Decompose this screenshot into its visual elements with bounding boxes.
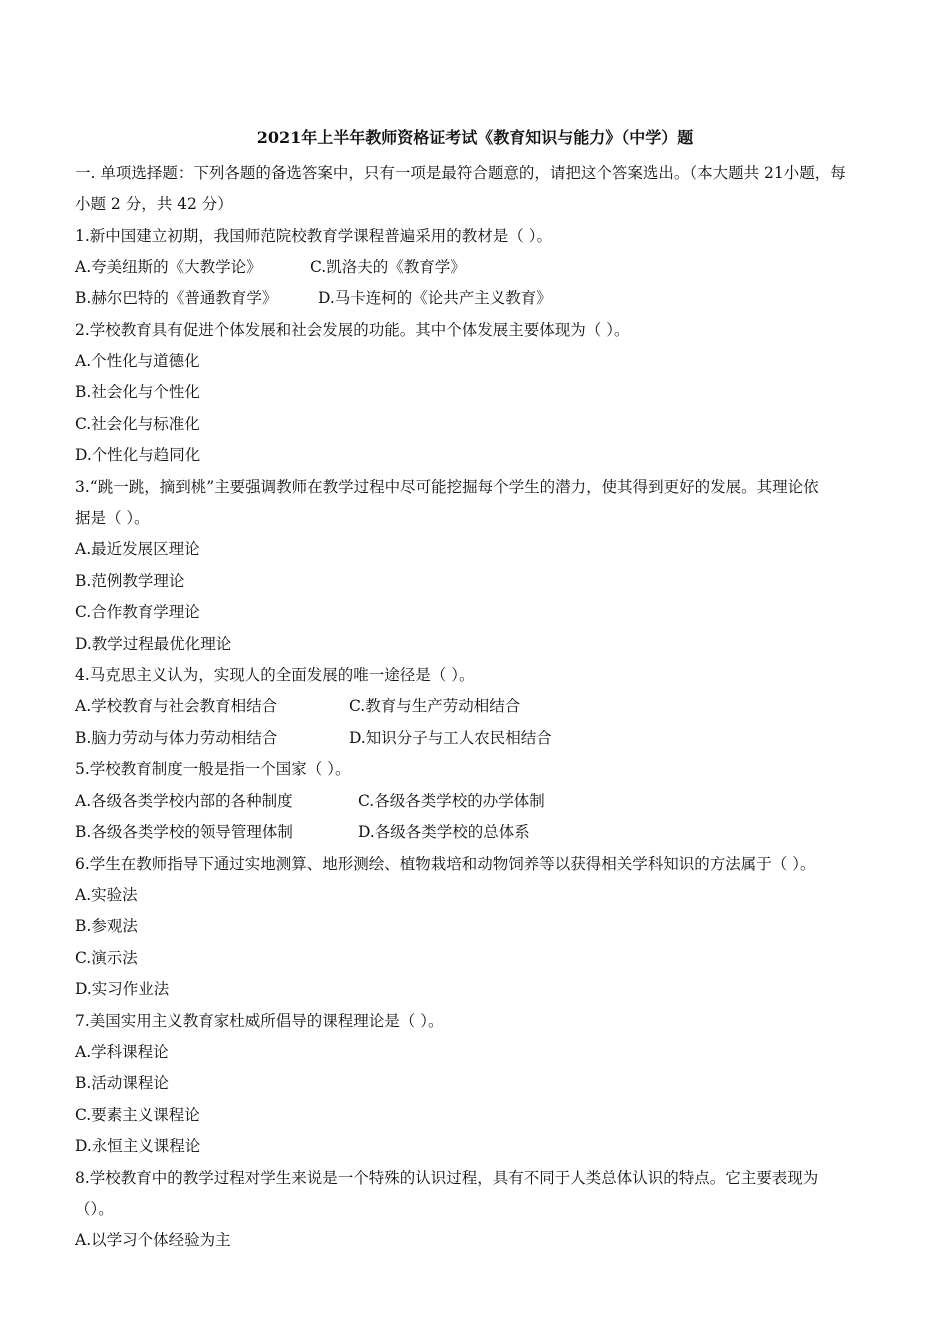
section-instructions-line-2: 小题 2 分，共 42 分） (75, 195, 233, 213)
question-4-option-d: D.知识分子与工人农民相结合 (349, 729, 552, 747)
question-4-options-row-2 (75, 726, 885, 750)
question-5-option-d: D.各级各类学校的总体系 (358, 823, 530, 841)
question-4-option-c: C.教育与生产劳动相结合 (349, 697, 521, 715)
question-5-option-c: C.各级各类学校的办学体制 (358, 792, 545, 810)
question-6-option-a: A.实验法 (75, 886, 138, 904)
question-8-stem-line-2: （）。 (75, 1200, 114, 1218)
question-7-option-d: D.永恒主义课程论 (75, 1137, 201, 1155)
question-6-option-c: C.演示法 (75, 949, 138, 967)
question-8-option-a: A.以学习个体经验为主 (75, 1231, 231, 1249)
question-5-stem: 5.学校教育制度一般是指一个国家（ ）。 (75, 760, 351, 778)
section-instructions-line-1: 一. 单项选择题：下列各题的备选答案中，只有一项是最符合题意的，请把这个答案选出。（本大题共 21小题，每 (75, 164, 846, 182)
question-1-option-a: A.夸美纽斯的《大教学论》 (75, 258, 262, 276)
question-5-options-row-1 (75, 789, 885, 813)
question-4-stem: 4.马克思主义认为，实现人的全面发展的唯一途径是（ ）。 (75, 666, 475, 684)
question-1-stem: 1.新中国建立初期，我国师范院校教育学课程普遍采用的教材是（ ）。 (75, 227, 552, 245)
question-3-stem-line-1: 3.“跳一跳，摘到桃”主要强调教师在教学过程中尽可能挖掘每个学生的潜力，使其得到更好的发展。其理论依 (75, 478, 819, 496)
question-1-options-row-2 (75, 286, 885, 310)
question-1-option-c: C.凯洛夫的《教育学》 (310, 258, 466, 276)
question-4-option-a: A.学校教育与社会教育相结合 (75, 697, 278, 715)
question-2-option-c: C.社会化与标准化 (75, 415, 200, 433)
question-7-option-a: A.学科课程论 (75, 1043, 169, 1061)
question-6-option-d: D.实习作业法 (75, 980, 170, 998)
question-6-option-b: B.参观法 (75, 917, 138, 935)
question-3-stem-line-2: 据是（ ）。 (75, 509, 150, 527)
question-1-options-row-1 (75, 255, 885, 279)
question-4-option-b: B.脑力劳动与体力劳动相结合 (75, 729, 278, 747)
question-4-options-row-1 (75, 694, 885, 718)
question-1-option-b: B.赫尔巴特的《普通教育学》 (75, 289, 278, 307)
question-5-option-a: A.各级各类学校内部的各种制度 (75, 792, 293, 810)
question-1-option-d: D.马卡连柯的《论共产主义教育》 (318, 289, 552, 307)
question-5-options-row-2 (75, 820, 885, 844)
question-6-stem: 6.学生在教师指导下通过实地测算、地形测绘、植物栽培和动物饲养等以获得相关学科知识的方法属于（ ）。 (75, 855, 816, 873)
question-3-option-a: A.最近发展区理论 (75, 540, 200, 558)
question-3-option-d: D.教学过程最优化理论 (75, 635, 232, 653)
question-3-option-c: C.合作教育学理论 (75, 603, 200, 621)
question-2-option-d: D.个性化与趋同化 (75, 446, 201, 464)
question-8-stem-line-1: 8.学校教育中的教学过程对学生来说是一个特殊的认识过程，具有不同于人类总体认识的特点。它主要表现为 (75, 1169, 819, 1187)
question-5-option-b: B.各级各类学校的领导管理体制 (75, 823, 293, 841)
question-7-option-c: C.要素主义课程论 (75, 1106, 200, 1124)
question-2-option-a: A.个性化与道德化 (75, 352, 200, 370)
question-2-stem: 2.学校教育具有促进个体发展和社会发展的功能。其中个体发展主要体现为（ ）。 (75, 321, 630, 339)
question-7-option-b: B.活动课程论 (75, 1074, 169, 1092)
page-title: 2021年上半年教师资格证考试《教育知识与能力》（中学）题 (256, 128, 694, 147)
question-3-option-b: B.范例教学理论 (75, 572, 185, 590)
question-2-option-b: B.社会化与个性化 (75, 383, 200, 401)
question-7-stem: 7.美国实用主义教育家杜威所倡导的课程理论是（ ）。 (75, 1012, 444, 1030)
